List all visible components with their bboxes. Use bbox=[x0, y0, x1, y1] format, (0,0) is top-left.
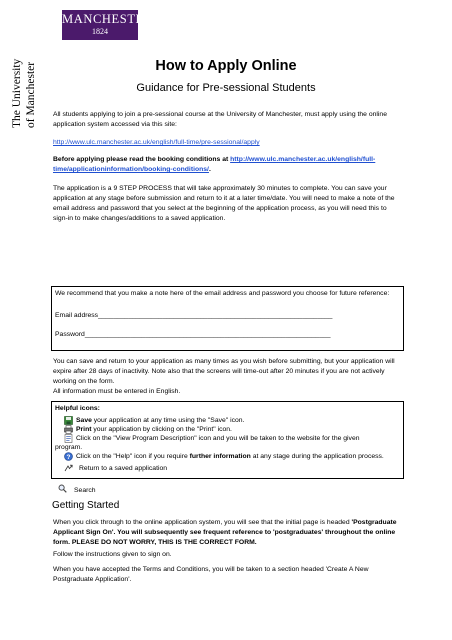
print-desc: your application by clicking on the "Print" icon. bbox=[91, 426, 232, 433]
save-desc: your application at any time using the "Save" icon. bbox=[91, 417, 245, 424]
password-line: _________________________________________________________________ bbox=[84, 331, 331, 338]
search-icon[interactable] bbox=[58, 484, 67, 493]
program-description-icon[interactable] bbox=[64, 434, 73, 443]
note-box-text: We recommend that you make a note here of the email address and password you choose for future reference: bbox=[55, 290, 390, 297]
english-paragraph: All information must be entered in English. bbox=[53, 388, 181, 395]
booking-end: . bbox=[208, 166, 211, 173]
page-title: How to Apply Online bbox=[155, 58, 297, 74]
gs-para1-a: When you click through to the online application system, you will see that the initial page is headed bbox=[53, 519, 352, 526]
password-field bbox=[55, 331, 331, 338]
svg-text:?: ? bbox=[66, 454, 71, 461]
password-label: Password bbox=[55, 331, 85, 338]
email-field bbox=[55, 312, 332, 319]
print-icon[interactable] bbox=[64, 425, 73, 434]
apply-link[interactable]: http://www.ulc.manchester.ac.uk/english/full-time/pre-sessional/apply bbox=[53, 139, 260, 146]
side-logo-line1: The University bbox=[11, 58, 23, 128]
note-box bbox=[51, 286, 404, 351]
booking-paragraph bbox=[53, 155, 400, 175]
page-subtitle: Guidance for Pre-sessional Students bbox=[136, 82, 316, 94]
booking-text: Before applying please read the booking conditions at bbox=[53, 156, 231, 163]
email-line: ______________________________________________________________ bbox=[98, 312, 333, 319]
sign-on-paragraph: Follow the instructions given to sign on. bbox=[53, 551, 172, 558]
terms-paragraph: When you have accepted the Terms and Conditions, you will be taken to a section headed 'Create A New Postgraduate Application'. bbox=[53, 566, 369, 583]
gs-para1-b: 'Postgraduate Applicant Sign On'. You will subsequently see frequent reference to 'postgraduates' throughout the online form. PLEASE DO NOT WORRY, THIS IS THE CORRECT FORM. bbox=[53, 519, 397, 546]
logo-year: 1824 bbox=[92, 27, 108, 36]
search-text: Search bbox=[74, 487, 96, 494]
help-post: at any stage during the application process. bbox=[250, 453, 384, 460]
email-label: Email address bbox=[55, 312, 99, 319]
print-bold: Print bbox=[76, 426, 92, 433]
save-icon[interactable] bbox=[64, 416, 73, 425]
help-icon[interactable] bbox=[64, 452, 73, 461]
return-text: Return to a saved application bbox=[79, 465, 168, 472]
getting-started-heading: Getting Started bbox=[52, 500, 120, 511]
getting-started-paragraph bbox=[53, 518, 400, 548]
return-icon[interactable] bbox=[64, 464, 73, 473]
university-logo bbox=[62, 10, 153, 40]
help-bold: further information bbox=[189, 453, 251, 460]
description-text: Click on the "View Program Description" icon and you will be taken to the website for the given bbox=[76, 435, 360, 442]
helpful-heading: Helpful icons: bbox=[55, 405, 100, 412]
save-bold: Save bbox=[76, 417, 92, 424]
steps-paragraph: The application is a 9 STEP PROCESS that will take approximately 30 minutes to complete. You can save your application at any stage before submission and return to it at a later time/date. You will need to make a note of the email address and password that you select at the beginning of the application process, as you will need this to sign-in to make changes/additions to a saved application. bbox=[53, 185, 395, 222]
logo-wordmark: MANCHESTER bbox=[62, 12, 153, 26]
description-text-cont: program. bbox=[55, 444, 83, 451]
helpful-icons-box bbox=[51, 401, 404, 479]
save-paragraph: You can save and return to your application as many times as you wish before submitting, but your application will expire after 28 days of inactivity. Note also that the screens will time-out after 20 minutes if you are not actively working on the form. bbox=[53, 358, 395, 385]
intro-paragraph: All students applying to join a pre-sessional course at the University of Manchester, must apply using the online application system accessed via this site: bbox=[53, 111, 387, 128]
help-pre: Click on the "Help" icon if you require bbox=[76, 453, 190, 460]
booking-conditions-link[interactable]: http://www.ulc.manchester.ac.uk/english/full-time/applicationinformation/booking-conditions/ bbox=[53, 156, 376, 173]
side-logo-line2: of Manchester bbox=[25, 61, 37, 128]
